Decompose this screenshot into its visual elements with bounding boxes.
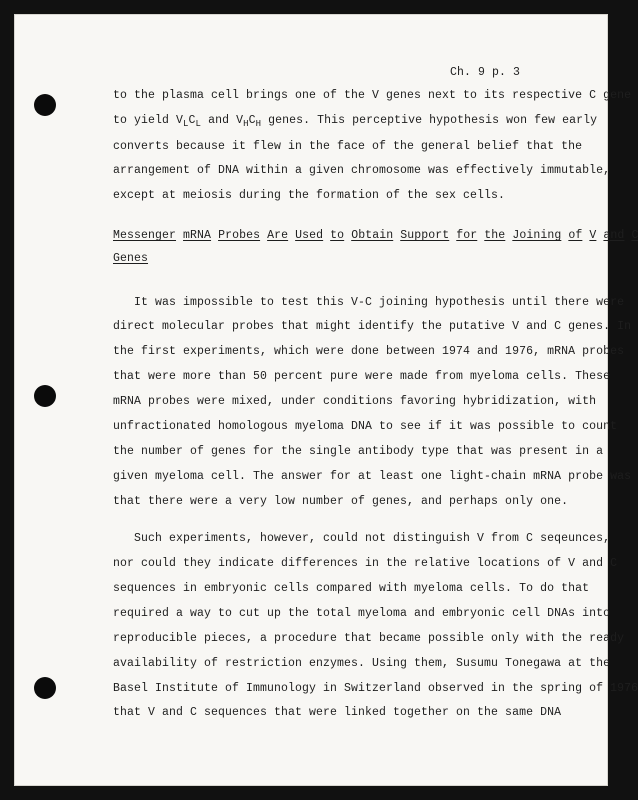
para3-line5: reproducible pieces, a procedure that became possible only with the ready [113,632,625,645]
para2-line9: that there were a very low number of genes, and perhaps only one. [113,495,569,508]
para2-line7: the number of genes for the single antibody type that was present in a [113,445,604,458]
para1-line4: arrangement of DNA within a given chromosome was effectively immutable, [113,164,611,177]
para3-line2: nor could they indicate differences in the relative locations of V and C [113,557,618,570]
para2-line4: that were more than 50 percent pure were made from myeloma cells. These [113,370,611,383]
para3-line4: required a way to cut up the total myeloma and embryonic cell DNAs into [113,607,611,620]
para1-line2: to yield $V_LC_L$ and $V_HC_H$ genes. This perceptive hypothesis won few early [113,114,598,129]
para2-line6: unfractionated homologous myeloma DNA to see if it was possible to count [113,420,618,433]
para3-line6: availability of restriction enzymes. Using them, Susumu Tonegawa at the [113,657,611,670]
page-number: Ch. 9 p. 3 [450,66,521,79]
para2-line8: given myeloma cell. The answer for at least one light-chain mRNA probe was [113,470,632,483]
para3-line8: that V and C sequences that were linked together on the same DNA [113,706,562,719]
binder-hole-bottom [34,677,56,699]
para3-line1: Such experiments, however, could not distinguish V from C seqeunces, [134,532,611,545]
para1-line3: converts because it flew in the face of the general belief that the [113,140,583,153]
para3-line7: Basel Institute of Immunology in Switzerland observed in the spring of 1976 [113,682,638,695]
para3-line3: sequences in embryonic cells compared with myeloma cells. To do that [113,582,590,595]
para2-line3: the first experiments, which were done between 1974 and 1976, mRNA probes [113,345,625,358]
binder-hole-top [34,94,56,116]
section-heading: Messenger mRNA Probes Are Used to Obtain Support for the Joining of V and C [113,229,638,242]
para2-line5: mRNA probes were mixed, under conditions favoring hybridization, with [113,395,597,408]
para1-line1: to the plasma cell brings one of the V genes next to its respective C gene [113,89,632,102]
document-page [14,14,638,786]
para1-line5: except at meiosis during the formation of the sex cells. [113,189,506,202]
para2-line2: direct molecular probes that might identify the putative V and C genes. In [113,320,632,333]
binder-hole-middle [34,385,56,407]
section-heading-line2: Genes [113,252,149,265]
para2-line1: It was impossible to test this V-C joining hypothesis until there were [134,296,625,309]
